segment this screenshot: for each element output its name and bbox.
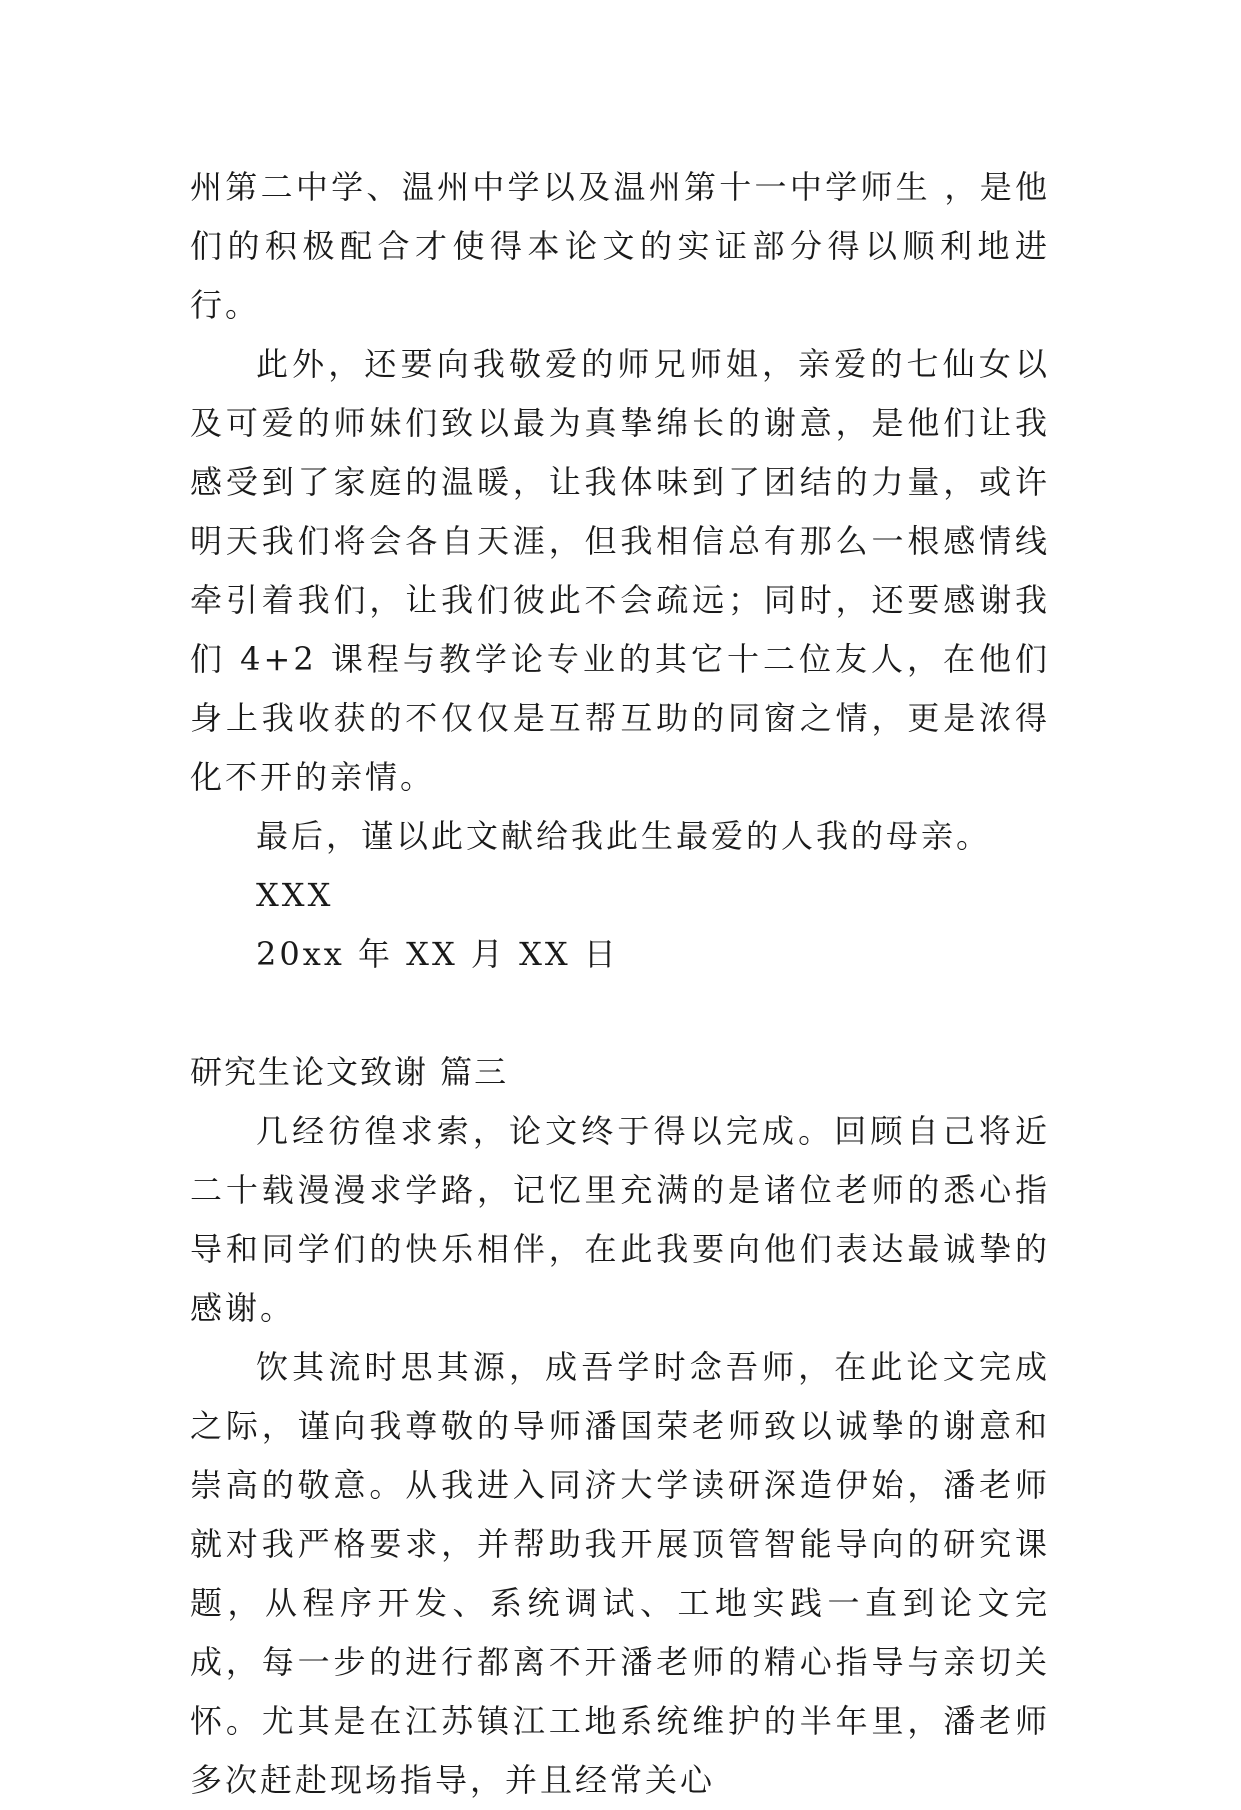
document-body	[190, 158, 1050, 1810]
section-gap	[190, 984, 1050, 1043]
paragraph-intro: 几经彷徨求索，论文终于得以完成。回顾自己将近二十载漫漫求学路，记忆里充满的是诸位老师的悉心指导和同学们的快乐相伴，在此我要向他们表达最诚挚的感谢。	[190, 1112, 1050, 1327]
paragraph-thanks-peers: 此外，还要向我敬爱的师兄师姐，亲爱的七仙女以及可爱的师妹们致以最为真挚绵长的谢意，是他们让我感受到了家庭的温暖，让我体味到了团结的力量，或许明天我们将会各自天涯，但我相信总有那么一根感情线牵引着我们，让我们彼此不会疏远；同时，还要感谢我们 4+2 课程与教学论专业的其它十二位友人，在他们身上我收获的不仅仅是互帮互助的同窗之情，更是浓得化不开的亲情。	[190, 345, 1050, 796]
paragraph-advisor-thanks: 饮其流时思其源，成吾学时念吾师，在此论文完成之际，谨向我尊敬的导师潘国荣老师致以诚挚的谢意和崇高的敬意。从我进入同济大学读研深造伊始，潘老师就对我严格要求，并帮助我开展顶管智能导向的研究课题，从程序开发、系统调试、工地实践一直到论文完成，每一步的进行都离不开潘老师的精心指导与亲切关怀。尤其是在江苏镇江工地系统维护的半年里，潘老师多次赶赴现场指导，并且经常关心	[190, 1348, 1050, 1799]
date-line: 20xx 年 XX 月 XX 日	[256, 935, 619, 973]
paragraph-continuation: 州第二中学、温州中学以及温州第十一中学师生 ，是他们的积极配合才使得本论文的实证部分得以顺利地进行。	[190, 168, 1050, 324]
section-title: 研究生论文致谢 篇三	[190, 1053, 509, 1091]
paragraph-dedication: 最后，谨以此文献给我此生最爱的人我的母亲。	[256, 817, 992, 855]
signature: XXX	[256, 876, 334, 914]
